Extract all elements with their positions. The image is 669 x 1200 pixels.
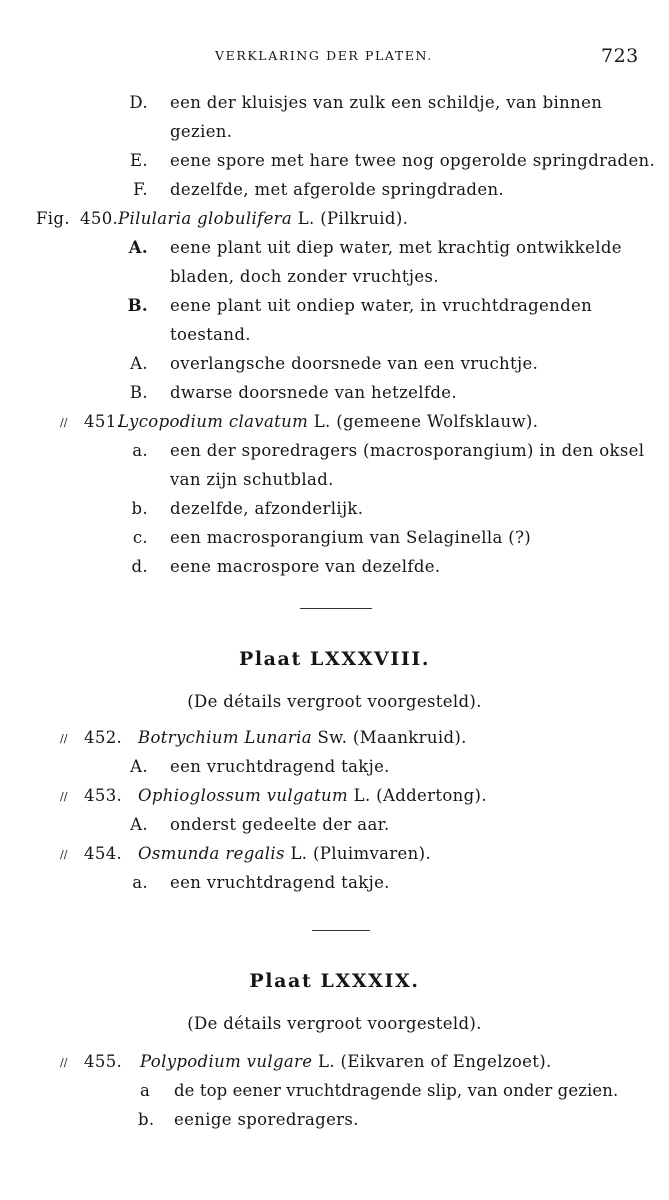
page-number: 723 [601,45,639,67]
entry-text: een macrosporangium van Selaginella (?) [170,528,532,547]
ditto-mark: // [60,790,68,803]
entry-label: A. [130,354,148,373]
entry-label: A. [130,815,148,834]
plate-note: (De détails vergroot voorgesteld). [187,692,482,711]
ditto-mark: // [60,416,68,429]
species-author: L. [313,412,331,431]
entry-text: overlangsche doorsnede van een vruchtje. [170,354,539,373]
entry-text: een der kluisjes van zulk een schildje, van binnen [170,93,603,112]
entry-text: bladen, doch zonder vruchtjes. [170,267,439,286]
entry-label: B. [129,383,148,402]
fig-number: 453. [84,786,123,805]
section-divider [300,608,372,609]
species-author: L. [290,844,308,863]
entry-text: dwarse doorsnede van hetzelfde. [170,383,457,402]
fig-caption [138,730,467,747]
entry-label: E. [130,151,148,170]
entry-text: onderst gedeelte der aar. [170,815,390,834]
fig-prefix: Fig. [36,209,70,228]
entry-text: een der sporedragers (macrosporangium) in den oksel [170,441,645,460]
ditto-mark: // [60,1056,68,1069]
species-name: Pilularia globulifera [118,209,293,228]
common-name: (Pilkruid). [320,209,409,228]
entry-text: van zijn schutblad. [170,470,334,489]
fig-number: 455. [84,1052,123,1071]
entry-label: F. [133,180,148,199]
species-name: Polypodium vulgare [140,1052,313,1071]
entry-label: c. [132,528,148,547]
species-author: L. [318,1052,335,1071]
fig-caption [138,788,487,805]
common-name: (Eikvaren of Engelzoet). [340,1052,552,1071]
plate-title: Plaat LXXXIX. [249,970,420,992]
entry-text: een vruchtdragend takje. [170,757,390,776]
entry-text: toestand. [170,325,251,344]
species-name: Ophioglossum vulgatum [138,786,349,805]
species-author: Sw. [317,728,348,747]
common-name: (gemeene Wolfsklauw). [336,412,539,431]
fig-number: 454. [84,844,123,863]
fig-caption [118,414,538,431]
entry-label: B. [127,296,148,315]
entry-text: eenige sporedragers. [174,1110,359,1129]
species-name: Osmunda regalis [138,844,285,863]
running-title: VERKLARING DER PLATEN. [215,48,433,63]
entry-label: D. [129,93,148,112]
common-name: (Maankruid). [352,728,467,747]
ditto-mark: // [60,848,68,861]
fig-number: 450. [80,209,119,228]
entry-label: A. [128,238,148,257]
entry-label: b. [131,499,148,518]
fig-caption [138,846,431,863]
common-name: (Pluimvaren). [313,844,432,863]
entry-label: d. [131,557,148,576]
entry-text: eene plant uit ondiep water, in vruchtdragenden [170,296,593,315]
fig-caption [140,1054,552,1071]
entry-label: a. [132,873,148,892]
plate-title: Plaat LXXXVIII. [238,648,431,670]
entry-text: de top eener vruchtdragende slip, van onder gezien. [174,1081,619,1100]
entry-label: a [140,1081,151,1100]
species-name: Botrychium Lunaria [138,728,312,747]
fig-caption [118,211,408,228]
entry-label: a. [132,441,148,460]
entry-text: eene macrospore van dezelfde. [170,557,441,576]
species-author: L. [353,786,371,805]
entry-text: eene plant uit diep water, met krachtig ontwikkelde [170,238,622,257]
entry-text: dezelfde, met afgerolde springdraden. [170,180,505,199]
entry-text: een vruchtdragend takje. [170,873,390,892]
entry-text: eene spore met hare twee nog opgerolde springdraden. [170,151,656,170]
species-name: Lycopodium clavatum [118,412,309,431]
entry-label: A. [130,757,148,776]
fig-number: 452. [84,728,123,747]
ditto-mark: // [60,732,68,745]
section-divider [312,930,370,931]
entry-text: dezelfde, afzonderlijk. [170,499,364,518]
entry-text: gezien. [170,122,233,141]
common-name: (Addertong). [376,786,487,805]
fig-number: 451. [84,412,123,431]
entry-label: b. [138,1110,155,1129]
species-author: L. [297,209,315,228]
plate-note: (De détails vergroot voorgesteld). [187,1014,482,1033]
